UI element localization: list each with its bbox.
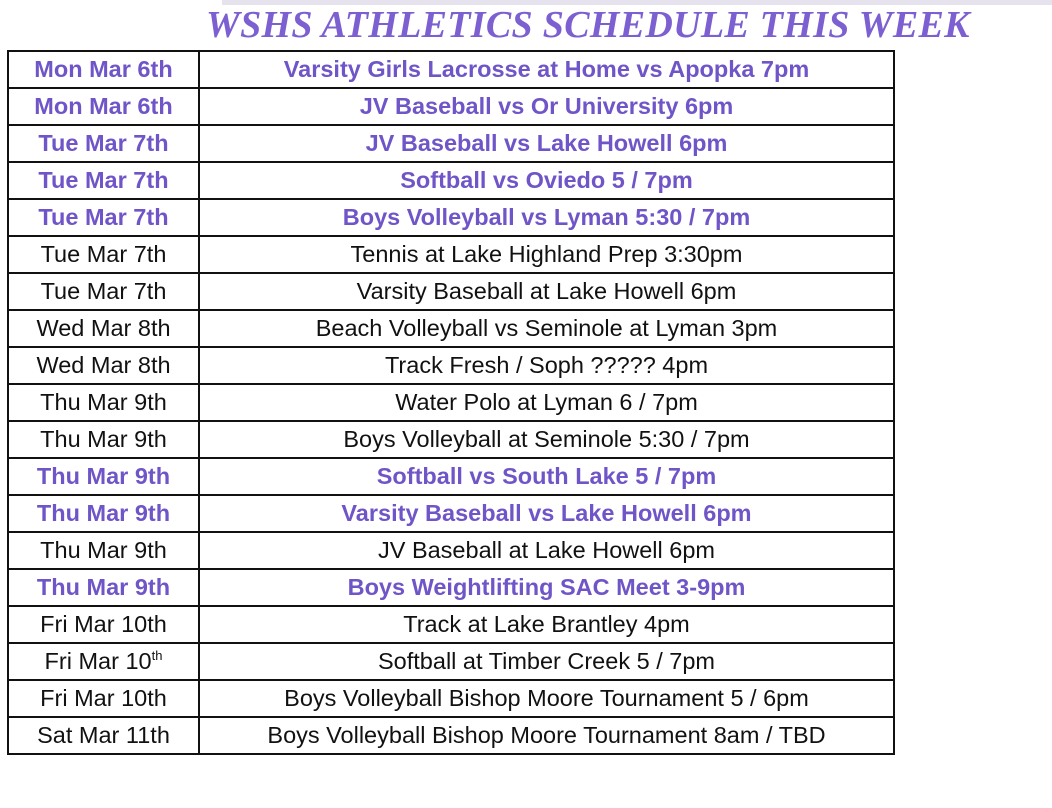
date-text: Thu Mar 9th <box>36 500 171 526</box>
date-cell <box>8 532 199 569</box>
event-cell <box>199 532 894 569</box>
event-cell <box>199 162 894 199</box>
date-cell <box>8 717 199 754</box>
date-cell <box>8 680 199 717</box>
date-text: Wed Mar 8th <box>36 315 171 341</box>
schedule-row <box>8 569 894 606</box>
date-cell <box>8 495 199 532</box>
date-text: Wed Mar 8th <box>36 352 171 378</box>
date-cell <box>8 162 199 199</box>
date-cell <box>8 347 199 384</box>
event-text: Boys Volleyball Bishop Moore Tournament 5 / 6pm <box>284 685 809 711</box>
date-cell <box>8 569 199 606</box>
event-cell <box>199 199 894 236</box>
event-text: Varsity Girls Lacrosse at Home vs Apopka 7pm <box>283 56 810 82</box>
schedule-row <box>8 717 894 754</box>
event-text: Track Fresh / Soph ????? 4pm <box>384 352 709 378</box>
date-text: Tue Mar 7th <box>40 278 167 304</box>
date-cell <box>8 199 199 236</box>
date-cell <box>8 236 199 273</box>
date-text: Tue Mar 7th <box>38 130 169 156</box>
event-text: Water Polo at Lyman 6 / 7pm <box>395 389 698 415</box>
schedule-row <box>8 643 894 680</box>
date-text: Mon Mar 6th <box>34 56 173 82</box>
schedule-row <box>8 495 894 532</box>
event-cell <box>199 125 894 162</box>
schedule-row <box>8 88 894 125</box>
schedule-row <box>8 384 894 421</box>
date-cell <box>8 88 199 125</box>
schedule-row <box>8 680 894 717</box>
event-cell <box>199 643 894 680</box>
event-cell <box>199 51 894 88</box>
event-cell <box>199 495 894 532</box>
event-cell <box>199 421 894 458</box>
date-cell <box>8 606 199 643</box>
event-cell <box>199 717 894 754</box>
date-text: Mon Mar 6th <box>34 93 173 119</box>
event-text: JV Baseball at Lake Howell 6pm <box>377 537 715 563</box>
date-text: Thu Mar 9th <box>36 463 171 489</box>
event-text: Boys Volleyball Bishop Moore Tournament 8am / TBD <box>267 722 826 748</box>
event-text: Softball at Timber Creek 5 / 7pm <box>378 648 715 674</box>
schedule-table-body <box>8 51 894 754</box>
date-cell <box>8 273 199 310</box>
event-text: Track at Lake Brantley 4pm <box>403 611 690 637</box>
date-cell <box>8 643 199 680</box>
schedule-row <box>8 458 894 495</box>
event-cell <box>199 236 894 273</box>
date-ordinal-suffix: th <box>151 648 163 663</box>
date-text: Sat Mar 11th <box>37 722 170 748</box>
schedule-row <box>8 162 894 199</box>
date-text: Tue Mar 7th <box>38 204 169 230</box>
event-cell <box>199 569 894 606</box>
event-cell <box>199 458 894 495</box>
event-text: Boys Volleyball vs Lyman 5:30 / 7pm <box>342 204 751 230</box>
event-cell <box>199 680 894 717</box>
date-cell <box>8 51 199 88</box>
schedule-row <box>8 199 894 236</box>
event-text: Beach Volleyball vs Seminole at Lyman 3pm <box>315 315 778 341</box>
schedule-row <box>8 125 894 162</box>
date-text: Tue Mar 7th <box>38 167 169 193</box>
date-text: Thu Mar 9th <box>40 426 167 452</box>
date-text: Thu Mar 9th <box>40 389 167 415</box>
date-cell <box>8 384 199 421</box>
event-text: Varsity Baseball vs Lake Howell 6pm <box>341 500 752 526</box>
schedule-row <box>8 347 894 384</box>
event-cell <box>199 310 894 347</box>
schedule-table <box>7 50 895 755</box>
date-text: Thu Mar 9th <box>40 537 167 563</box>
schedule-row <box>8 236 894 273</box>
schedule-row <box>8 606 894 643</box>
date-cell <box>8 421 199 458</box>
schedule-row <box>8 421 894 458</box>
schedule-row <box>8 310 894 347</box>
event-cell <box>199 88 894 125</box>
event-text: Varsity Baseball at Lake Howell 6pm <box>356 278 737 304</box>
date-text: Fri Mar 10th <box>40 685 167 711</box>
event-text: Tennis at Lake Highland Prep 3:30pm <box>350 241 743 267</box>
date-text: Thu Mar 9th <box>36 574 171 600</box>
event-text: Softball vs Oviedo 5 / 7pm <box>400 167 693 193</box>
date-cell <box>8 125 199 162</box>
event-text: JV Baseball vs Lake Howell 6pm <box>365 130 728 156</box>
event-cell <box>199 606 894 643</box>
event-cell <box>199 347 894 384</box>
schedule-row <box>8 273 894 310</box>
date-cell <box>8 458 199 495</box>
event-text: JV Baseball vs Or University 6pm <box>359 93 734 119</box>
date-text: Tue Mar 7th <box>40 241 167 267</box>
event-text: Boys Volleyball at Seminole 5:30 / 7pm <box>343 426 750 452</box>
date-text: Fri Mar 10th <box>40 611 167 637</box>
date-cell <box>8 310 199 347</box>
event-cell <box>199 273 894 310</box>
event-cell <box>199 384 894 421</box>
date-text: Fri Mar 10 <box>44 648 152 674</box>
schedule-row <box>8 532 894 569</box>
event-text: Softball vs South Lake 5 / 7pm <box>376 463 717 489</box>
page-title: WSHS ATHLETICS SCHEDULE THIS WEEK <box>206 4 970 46</box>
schedule-row <box>8 51 894 88</box>
event-text: Boys Weightlifting SAC Meet 3-9pm <box>347 574 746 600</box>
